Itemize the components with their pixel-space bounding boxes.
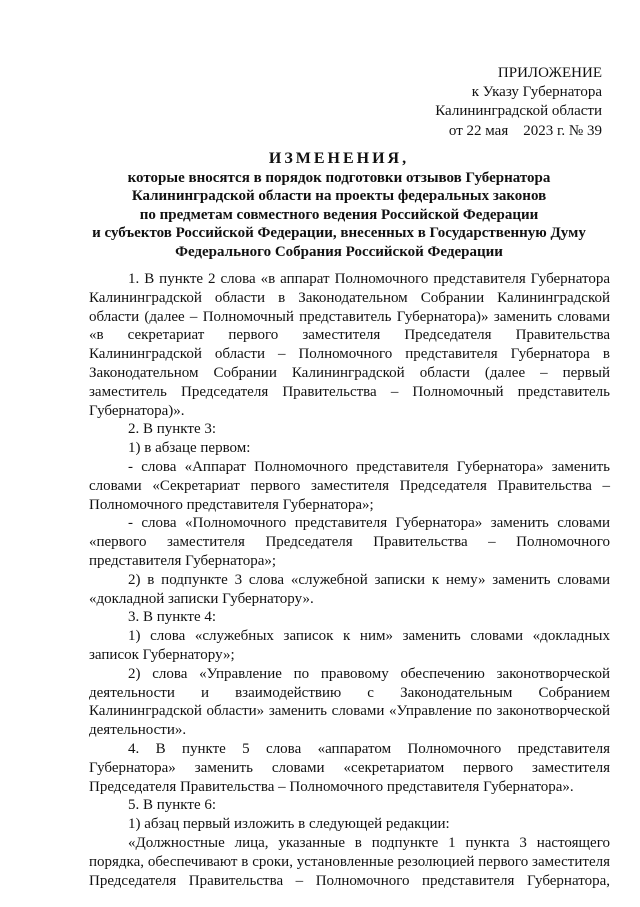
title-line: которые вносятся в порядок подготовки отзывов Губернатора [127,169,551,186]
title-line: Федерального Собрания Российской Федерации [175,243,503,260]
date-prefix: от [448,123,463,139]
paragraph: 2) в подпункте 3 слова «служебной записки к нему» заменить словами «докладной записки Губернатору». [89,571,610,607]
paragraph: 2) слова «Управление по правовому обеспечению законотворческой деятельности и взаимодействию с Законодательным Собранием Калининградской области» заменить словами «Управление по законотворческой деятельности». [89,665,610,739]
date-year: 2023 г. № [523,123,584,139]
title-line: по предметам совместного ведения Российской Федерации [139,206,539,223]
paragraph: 2. В пункте 3: [128,421,217,438]
paragraph: - слова «Полномочного представителя Губернатора» заменить словами «первого заместителя Председателя Правительства – Полномочного представителя Губернатора»; [89,515,610,569]
date-day-month: 22 мая [466,123,509,139]
title-line: и субъектов Российской Федерации, внесенных в Государственную Думу [92,225,586,242]
paragraph: 4. В пункте 5 слова «аппаратом Полномочного представителя Губернатора» заменить словами «секретариатом первого заместителя Председателя Правительства – Полномочного представителя Губернатора». [89,740,610,795]
paragraph: 1) слова «служебных записок к ним» заменить словами «докладных записок Губернатору»; [89,628,610,663]
paragraph: 3. В пункте 4: [128,609,217,626]
title-line: Калининградской области на проекты федеральных законов [131,188,547,205]
paragraph: «Должностные лица, указанные в подпункте 1 пункта 3 настоящего порядка, обеспечивают в сроки, установленные резолюцией первого заместителя Председателя Правительства – Полномочного представителя Губернатора, [89,834,610,889]
decree-number: 39 [587,123,602,139]
paragraph: 1) абзац первый изложить в следующей редакции: [128,816,450,833]
document-body [89,270,610,890]
paragraph: - слова «Аппарат Полномочного представителя Губернатора» заменить словами «Секретариат первого заместителя Председателя Правительства – Полномочного представителя Губернатора»; [89,458,610,513]
decree-reference: к Указу Губернатора [471,84,602,100]
appendix-header [362,64,602,141]
paragraph: 1. В пункте 2 слова «в аппарат Полномочного представителя Губернатора Калининградской области в Законодательном Собрании Калининградской области (далее – Полномочный представитель Губернатора)» заменить словами «в секретариат первого заместителя Председателя Правительства Калининградской области – Полномочного представителя Губернатора в Законодательном Собрании Калининградской области (далее – первый заместитель Председателя Правительства – Полномочный представитель Губернатора)». [89,271,610,419]
decree-date [362,122,602,141]
region-name: Калининградской области [435,103,602,119]
paragraph: 1) в абзаце первом: [128,440,251,457]
document-title [78,150,600,262]
title-heading: ИЗМЕНЕНИЯ, [268,150,410,167]
appendix-label: ПРИЛОЖЕНИЕ [497,65,602,81]
paragraph: 5. В пункте 6: [128,797,217,814]
